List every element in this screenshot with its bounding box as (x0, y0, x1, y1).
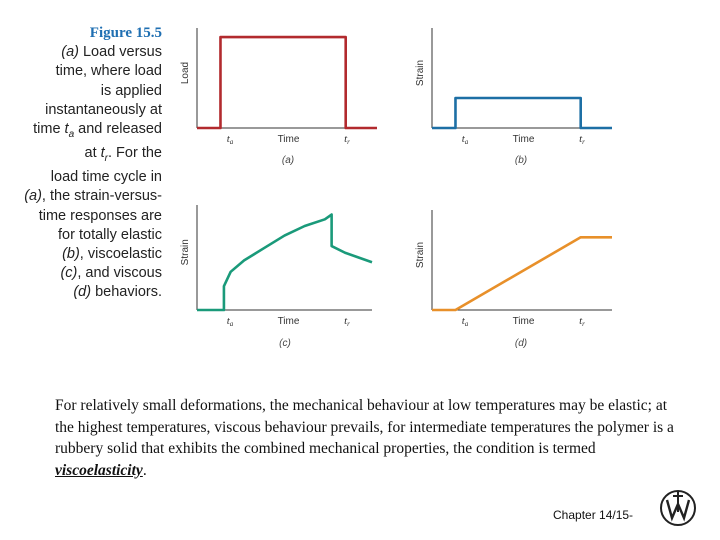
body-text: For relatively small deformations, the mechanical behaviour at low temperatures may be elastic; at the highest temperatures, viscous behaviour prevails, for intermediate temperatures the polymer is a rubbery solid that exhibits the combined mechanical properties, the condition is termed (55, 397, 674, 457)
caption-fragment: (a) (61, 44, 79, 61)
caption-fragment: . For the (108, 145, 162, 162)
x-tick-label: ta (461, 133, 469, 146)
publisher-logo-icon (658, 488, 698, 528)
caption-fragment: a (68, 128, 75, 140)
caption-fragment: t (64, 121, 69, 138)
caption-fragment: (a) (24, 188, 42, 205)
caption-fragment: behaviors. (91, 284, 162, 301)
chart-panel (415, 210, 612, 349)
caption-fragment: (d) (73, 284, 92, 301)
caption-fragment: time, where load (55, 63, 162, 80)
panel-label: (b) (514, 155, 528, 166)
caption-fragment: , viscoelastic (79, 246, 162, 263)
caption-fragment: at (84, 145, 101, 162)
caption-fragment: (c) (60, 265, 78, 282)
x-axis-label: Time (277, 316, 300, 327)
caption-fragment: (b) (62, 246, 80, 263)
chart-panel (180, 28, 377, 166)
series-line (197, 215, 372, 310)
x-tick-label: tr (344, 133, 350, 146)
caption-fragment: for totally elastic (58, 226, 162, 243)
caption-fragment: time responses are (38, 207, 162, 224)
x-axis-label: Time (512, 134, 535, 145)
x-tick-label: ta (461, 315, 469, 328)
y-axis-label: Strain (180, 239, 191, 266)
figure-title: Figure 15.5 (89, 25, 162, 41)
x-tick-label: ta (226, 315, 234, 328)
series-line (432, 98, 612, 128)
panel-label: (c) (279, 338, 291, 349)
caption-fragment: , and viscous (77, 265, 162, 282)
caption-fragment: , the strain-versus- (41, 188, 162, 205)
x-axis-label: Time (512, 316, 535, 327)
caption-fragment: time (33, 121, 65, 138)
caption-fragment: instantaneously at (45, 101, 162, 118)
y-axis-label: Load (180, 61, 191, 85)
x-tick-label: ta (226, 133, 234, 146)
series-line (432, 237, 612, 310)
series-line (197, 37, 377, 128)
x-axis-label: Time (277, 134, 300, 145)
y-axis-label: Strain (415, 59, 426, 87)
chapter-footer: Chapter 14/15- (553, 508, 634, 522)
caption-fragment: Load versus (78, 44, 162, 61)
x-tick-label: tr (579, 315, 585, 328)
caption-fragment: t (100, 145, 105, 162)
panel-label: (a) (281, 155, 295, 166)
chart-panel (415, 28, 612, 166)
x-tick-label: tr (344, 315, 350, 328)
caption-fragment: is applied (100, 82, 162, 99)
body-period: . (142, 461, 147, 479)
term-viscoelasticity: viscoelasticity (55, 461, 143, 479)
chart-panel (180, 205, 372, 349)
body-paragraph (55, 395, 680, 481)
caption-fragment: and released (74, 121, 162, 138)
y-axis-label: Strain (415, 241, 426, 269)
x-tick-label: tr (579, 133, 585, 146)
caption-fragment: load time cycle in (50, 169, 162, 186)
panel-label: (d) (514, 338, 528, 349)
caption-fragment: r (104, 153, 108, 164)
